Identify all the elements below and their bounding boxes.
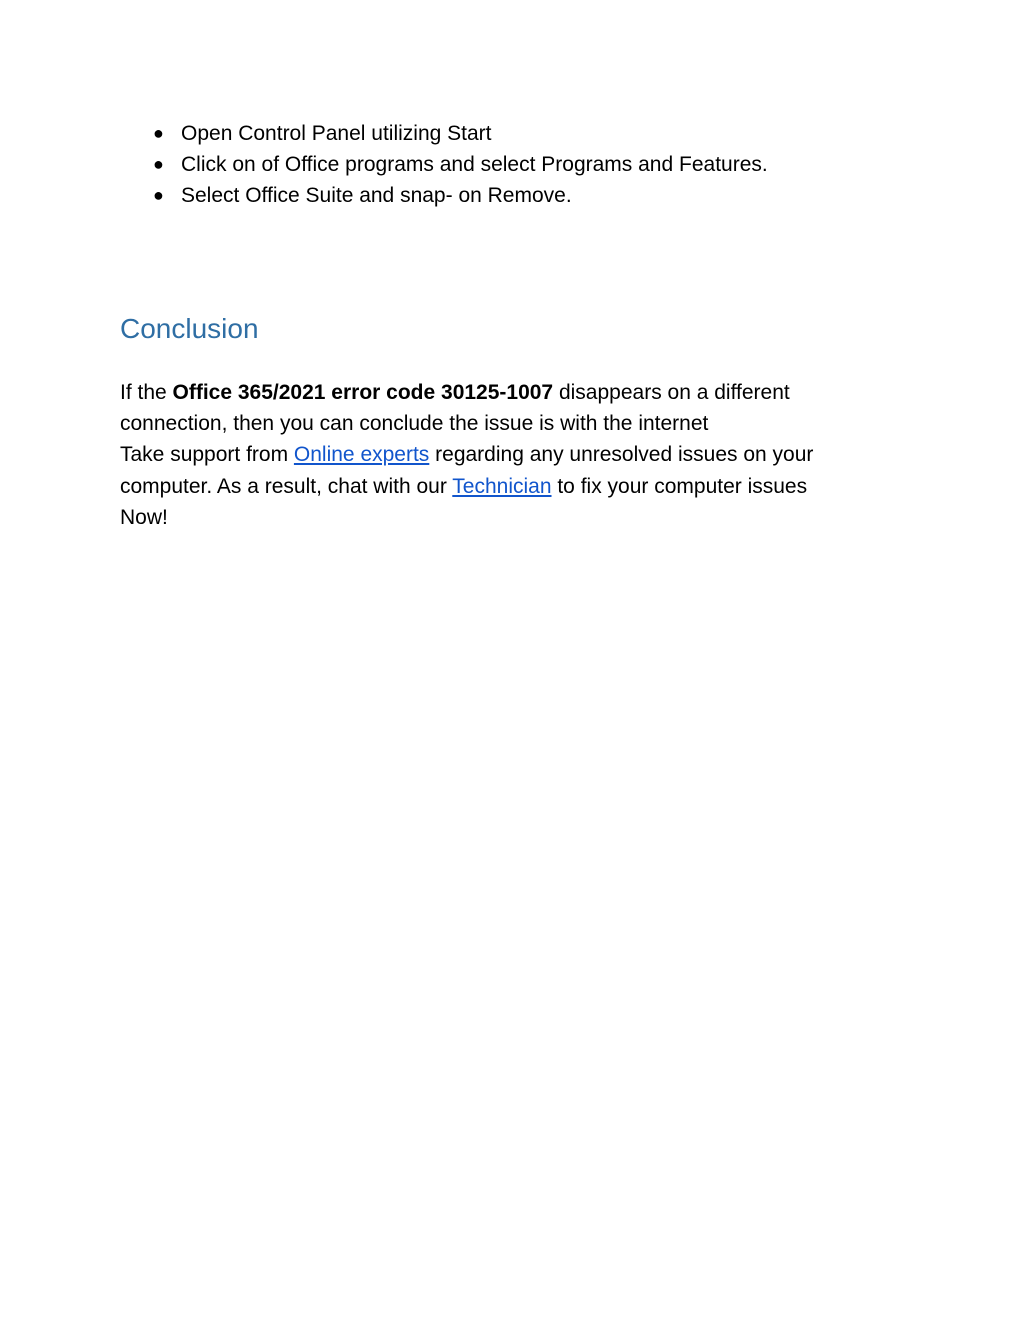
bullet-list xyxy=(152,118,768,211)
list-item-text: Click on of Office programs and select Programs and Features. xyxy=(181,153,768,176)
text-run: Take support from xyxy=(120,443,294,467)
list-item-text: Select Office Suite and snap- on Remove. xyxy=(181,184,572,207)
paragraph-line: Now! xyxy=(120,505,168,529)
technician-link[interactable]: Technician xyxy=(452,474,552,498)
text-run: computer. As a result, chat with our xyxy=(120,474,453,498)
bullet-icon: ● xyxy=(153,123,164,143)
paragraph-line: connection, then you can conclude the issue is with the internet xyxy=(120,412,709,436)
list-item-text: Open Control Panel utilizing Start xyxy=(181,122,492,145)
conclusion-paragraph xyxy=(120,377,910,533)
text-run: to fix your computer issues xyxy=(551,474,808,498)
online-experts-link[interactable]: Online experts xyxy=(293,443,430,467)
text-run: disappears on a different xyxy=(553,381,790,404)
text-run: If the xyxy=(120,381,173,404)
list-item xyxy=(152,180,768,211)
bullet-icon: ● xyxy=(153,154,164,174)
bullet-icon: ● xyxy=(153,185,164,205)
paragraph-line xyxy=(120,471,910,502)
paragraph-line xyxy=(120,439,910,470)
list-item xyxy=(152,118,768,149)
conclusion-heading: Conclusion xyxy=(120,313,259,344)
list-item xyxy=(152,149,768,180)
error-code-bold: Office 365/2021 error code 30125-1007 xyxy=(172,381,554,404)
text-run: regarding any unresolved issues on your xyxy=(429,443,814,467)
paragraph-line xyxy=(120,377,910,408)
